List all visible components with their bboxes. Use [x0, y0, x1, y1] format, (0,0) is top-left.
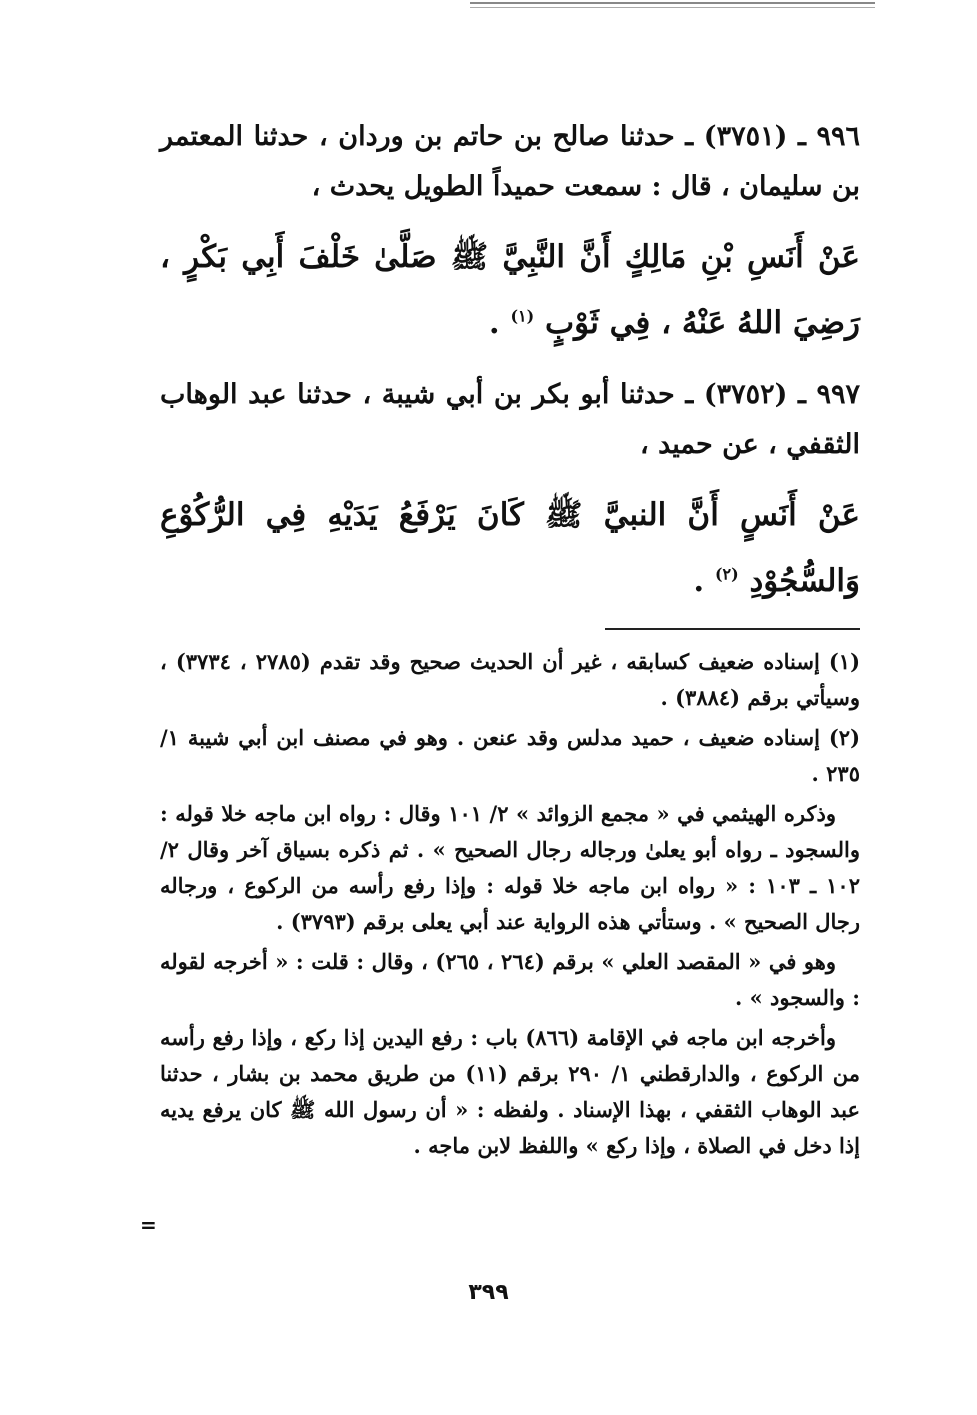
footnote-separator — [605, 628, 860, 630]
footnote-2-haythami: وذكره الهيثمي في « مجمع الزوائد » ٢/ ١٠١ وقال : رواه ابن ماجه خلا قوله : والسجود ـ رواه أبو يعلىٰ ورجاله رجال الصحيح » . ثم ذكره بسياق آخر وقال ٢/ ١٠٢ ـ ١٠٣ : « رواه ابن ماجه خلا قوله : وإذا رفع رأسه من الركوع ، ورجاله رجال الصحيح » . وستأتي هذه الرواية عند أبي يعلى برقم (٣٧٩٣) . — [160, 801, 860, 934]
top-decorative-rule — [470, 2, 875, 4]
hadith-996-isnad — [160, 112, 860, 212]
hadith-997-matn — [160, 482, 860, 614]
hadith-997-isnad — [160, 370, 860, 470]
top-decorative-rule-thin — [470, 7, 875, 8]
page-number: ٣٩٩ — [468, 1280, 509, 1305]
hadith-996-end: . — [488, 305, 511, 341]
footnote-2: (٢) إسناده ضعيف ، حميد مدلس وقد عنعن . وهو في مصنف ابن أبي شيبة ١/ ٢٣٥ . — [160, 725, 860, 786]
hadith-996-matn-text: عَنْ أَنَسِ بْنِ مَالِكٍ أَنَّ النَّبِيَّ ﷺ صَلَّىٰ خَلْفَ أَبِي بَكْرٍ ، رَضِيَ اللهُ عَنْهُ ، فِي ثَوْبٍ — [160, 239, 860, 341]
continuation-mark: = — [140, 1213, 157, 1237]
hadith-997-intro-text: ٩٩٧ ـ (٣٧٥٢) ـ حدثنا أبو بكر بن أبي شيبة ، حدثنا عبد الوهاب الثقفي ، عن حميد ، — [160, 379, 860, 460]
hadith-997-end: . — [693, 563, 715, 599]
footnotes-section — [160, 644, 860, 1164]
footnote-marker-1[interactable]: (١) — [510, 306, 535, 326]
footnote-marker-2[interactable]: (٢) — [714, 564, 739, 584]
hadith-997-matn-text: عَنْ أَنَسٍ أَنَّ النبيَّ ﷺ كَانَ يَرْفَعُ يَدَيْهِ فِي الرُّكُوْعِ وَالسُّجُوْدِ — [160, 497, 860, 599]
footnote-1: (١) إسناده ضعيف كسابقه ، غير أن الحديث صحيح وقد تقدم (٢٧٨٥ ، ٣٧٣٤) ، وسيأتي برقم (٣٨٨٤) . — [160, 649, 860, 710]
hadith-996-intro-text: ٩٩٦ ـ (٣٧٥١) ـ حدثنا صالح بن حاتم بن وردان ، حدثنا المعتمر بن سليمان ، قال : سمعت حميداً الطويل يحدث ، — [160, 121, 860, 202]
page-body — [160, 112, 860, 1168]
footnote-2-ibn-majah: وأخرجه ابن ماجه في الإقامة (٨٦٦) باب : رفع اليدين إذا ركع ، وإذا رفع رأسه من الركوع ، والدارقطني ١/ ٢٩٠ برقم (١١) من طريق محمد بن بشار ، حدثنا عبد الوهاب الثقفي ، بهذا الإسناد . ولفظه : « أن رسول الله ﷺ كان يرفع يديه إذا دخل في الصلاة ، وإذا ركع » واللفظ لابن ماجه . — [160, 1025, 860, 1158]
hadith-996-matn — [160, 224, 860, 356]
footnote-2-maqsad: وهو في « المقصد العلي » برقم (٢٦٤ ، ٢٦٥) ، وقال : قلت : « أخرجه لقوله : والسجود » . — [160, 949, 860, 1010]
